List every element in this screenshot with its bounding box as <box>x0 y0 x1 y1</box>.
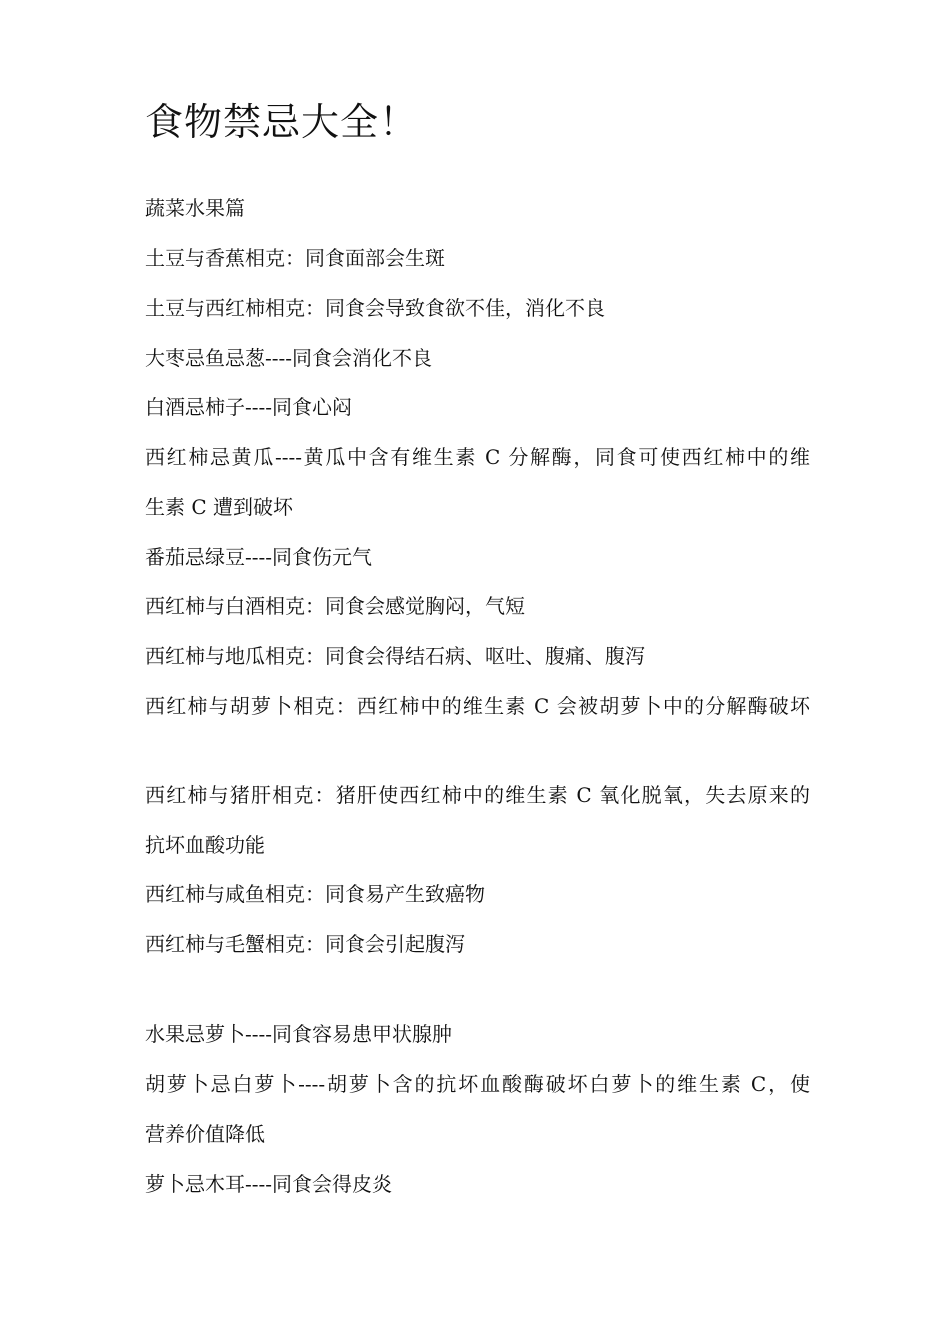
text-line: 萝卜忌木耳----同食会得皮炎 <box>145 1172 393 1196</box>
text-line: 西红柿与猪肝相克：猪肝使西红柿中的维生素 C 氧化脱氧，失去原来的 <box>145 783 810 807</box>
text-line: 水果忌萝卜----同食容易患甲状腺肿 <box>145 1022 453 1046</box>
text-line: 白酒忌柿子----同食心闷 <box>145 395 353 419</box>
text-line: 生素 C 遭到破坏 <box>145 495 294 519</box>
text-line: 营养价值降低 <box>145 1122 265 1146</box>
text-line: 大枣忌鱼忌葱----同食会消化不良 <box>145 346 433 370</box>
text-line: 西红柿与胡萝卜相克：西红柿中的维生素 C 会被胡萝卜中的分解酶破坏 <box>145 694 810 718</box>
text-line: 西红柿与咸鱼相克：同食易产生致癌物 <box>145 882 485 906</box>
text-line: 番茄忌绿豆----同食伤元气 <box>145 545 373 569</box>
text-line: 抗坏血酸功能 <box>145 833 265 857</box>
page-title: 食物禁忌大全！ <box>145 100 419 144</box>
section-heading: 蔬菜水果篇 <box>145 196 245 220</box>
text-line: 西红柿与白酒相克：同食会感觉胸闷，气短 <box>145 594 525 618</box>
text-line: 西红柿忌黄瓜----黄瓜中含有维生素 C 分解酶，同食可使西红柿中的维 <box>145 445 810 469</box>
text-line: 胡萝卜忌白萝卜----胡萝卜含的抗坏血酸酶破坏白萝卜的维生素 C，使 <box>145 1072 810 1096</box>
text-line: 土豆与香蕉相克：同食面部会生斑 <box>145 246 445 270</box>
text-line: 西红柿与毛蟹相克：同食会引起腹泻 <box>145 932 465 956</box>
text-line: 土豆与西红柿相克：同食会导致食欲不佳，消化不良 <box>145 296 605 320</box>
text-line: 西红柿与地瓜相克：同食会得结石病、呕吐、腹痛、腹泻 <box>145 644 645 668</box>
